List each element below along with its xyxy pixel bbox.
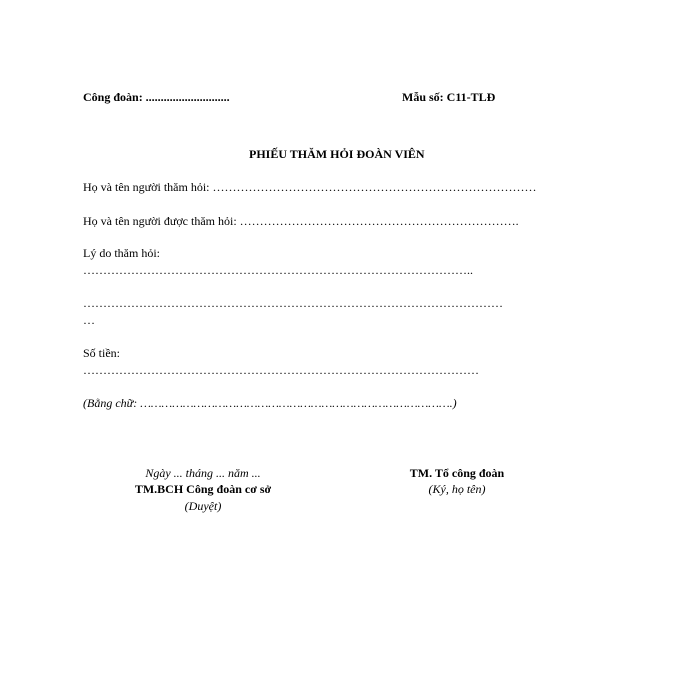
- amount-in-words: (Bằng chữ: …………………………………………………………………………….): [83, 396, 457, 410]
- signature-date: Ngày ... tháng ... năm ...: [145, 466, 261, 480]
- form-code: Mẫu số: C11-TLĐ: [402, 90, 496, 104]
- signature-right-note: (Ký, họ tên): [428, 482, 486, 496]
- union-name-field: Công đoàn: ............................: [83, 90, 230, 104]
- signature-left-title: TM.BCH Công đoàn cơ sở: [134, 482, 272, 496]
- reason-line-2: ……………………………………………………………………………………………: [83, 296, 503, 310]
- amount-line: ………………………………………………………………………………………: [83, 363, 479, 377]
- reason-label: Lý do thăm hỏi:: [83, 246, 160, 260]
- amount-label: Số tiền:: [83, 346, 121, 360]
- reason-line-2-continued: …: [83, 313, 95, 327]
- signature-right-title: TM. Tổ công đoàn: [409, 466, 505, 480]
- form-title: PHIẾU THĂM HỎI ĐOÀN VIÊN: [249, 147, 425, 161]
- signature-left-note: (Duyệt): [184, 499, 222, 513]
- reason-line-1: ……………………………………………………………………………………..: [83, 263, 473, 277]
- visited-name-field: Họ và tên người được thăm hỏi: …………………………………………………………….: [83, 214, 519, 228]
- visitor-name-field: Họ và tên người thăm hỏi: ………………………………………………………………………: [83, 180, 537, 194]
